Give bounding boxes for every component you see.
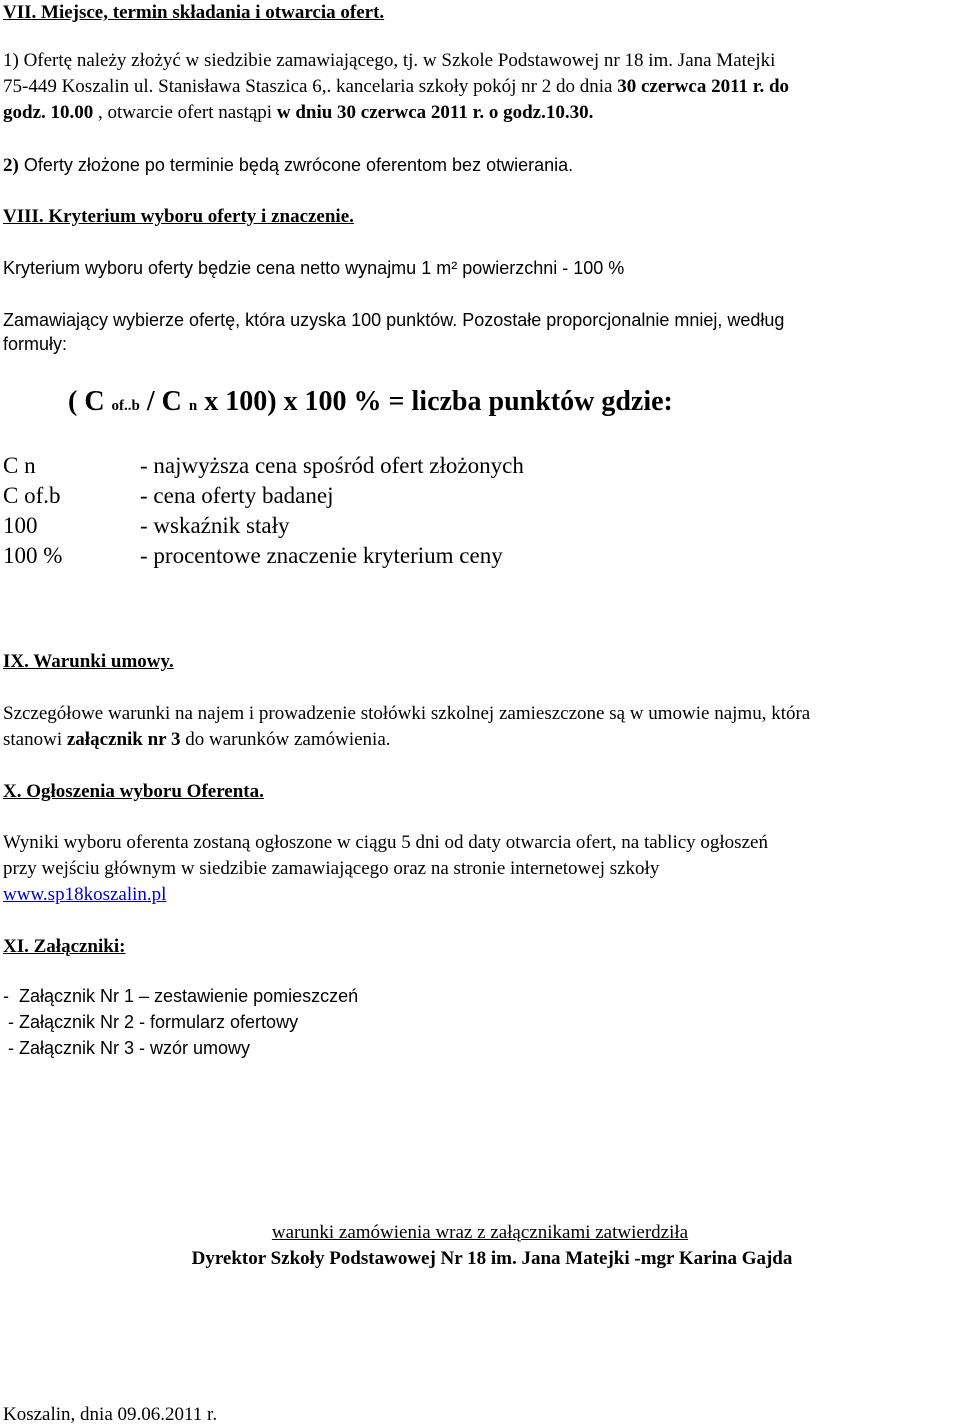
formula-part-2: / C [139,386,189,417]
opening-intro-text: , otwarcie ofert nastąpi [93,102,277,123]
submission-date-text: 30 czerwca 2011 r. do [617,76,790,97]
definition-symbol: C n [3,453,36,478]
definition-description: - wskaźnik stały [140,513,290,538]
section-9-heading: IX. Warunki umowy. [3,651,174,672]
paragraph-2-number: 2) [3,155,19,176]
section-9-line-2 [3,727,391,753]
section-8-heading: VIII. Kryterium wyboru oferty i znaczenie. [3,206,354,227]
section-9-line-2-end: do warunków zamówienia. [180,729,391,750]
director-signature-line: Dyrektor Szkoły Podstawowej Nr 18 im. Jana Matejki -mgr Karina Gajda [191,1248,793,1269]
attachment-item-1: - Załącznik Nr 1 – zestawienie pomieszczeń [3,986,359,1006]
section-7-paragraph-1-line-3 [3,100,593,126]
opening-date-text: w dniu 30 czerwca 2011 r. o godz.10.30. [276,102,594,123]
approval-line: warunki zamówienia wraz z załącznikami zatwierdziła [271,1222,689,1243]
section-7-paragraph-1-line-2 [3,74,789,100]
criterion-text: Kryterium wyboru oferty będzie cena netto wynajmu 1 m² powierzchni - 100 % [3,258,625,278]
section-7-paragraph-1-line-1: 1) Ofertę należy złożyć w siedzibie zamawiającego, tj. w Szkole Podstawowej nr 18 im. Jana Matejki [3,50,776,71]
section-9-line-1: Szczegółowe warunki na najem i prowadzenie stołówki szkolnej zamieszczone są w umowie najmu, która [3,703,811,724]
formula-subscript-ofb: of..b [111,398,140,414]
definition-symbol: 100 % [3,543,63,568]
section-7-heading: VII. Miejsce, termin składania i otwarcia ofert. [3,2,385,23]
formula-part-1: ( C [68,386,112,417]
attachment-item-2: - Załącznik Nr 2 - formularz ofertowy [3,1012,299,1032]
section-10-line-2: przy wejściu głównym w siedzibie zamawiającego oraz na stronie internetowej szkoły [3,858,660,879]
rule-line-2: formuły: [3,334,68,354]
definition-symbol: C of.b [3,483,61,508]
section-10-heading: X. Ogłoszenia wyboru Oferenta. [3,781,264,802]
scoring-formula [68,386,673,418]
section-7-paragraph-2 [3,152,573,179]
attachment-item-3: - Załącznik Nr 3 - wzór umowy [3,1038,251,1058]
formula-subscript-n: n [188,398,198,414]
definition-description: - najwyższa cena spośród ofert złożonych [140,453,524,478]
definition-description: - cena oferty badanej [140,483,334,508]
definition-symbol: 100 [3,513,38,538]
definition-description: - procentowe znaczenie kryterium ceny [140,543,503,568]
section-9-line-2-start: stanowi [3,729,67,750]
rule-line-1: Zamawiający wybierze ofertę, która uzyska 100 punktów. Pozostałe proporcjonalnie mniej, według [3,310,785,330]
attachment-reference: załącznik nr 3 [66,729,181,750]
place-and-date: Koszalin, dnia 09.06.2011 r. [3,1404,218,1425]
school-website-link[interactable]: www.sp18koszalin.pl [3,884,167,905]
submission-hour-text: godz. 10.00 [3,102,94,123]
section-10-line-1: Wyniki wyboru oferenta zostaną ogłoszone w ciągu 5 dni od daty otwarcia ofert, na tablicy ogłoszeń [3,832,768,853]
paragraph-2-text: Oferty złożone po terminie będą zwrócone oferentom bez otwierania. [18,155,574,175]
section-11-heading: XI. Załączniki: [3,936,126,957]
formula-part-3: x 100) x 100 % = liczba punktów gdzie: [197,386,673,417]
submission-place-text: 75-449 Koszalin ul. Stanisława Staszica 6,. kancelaria szkoły pokój nr 2 do dnia [3,76,618,97]
